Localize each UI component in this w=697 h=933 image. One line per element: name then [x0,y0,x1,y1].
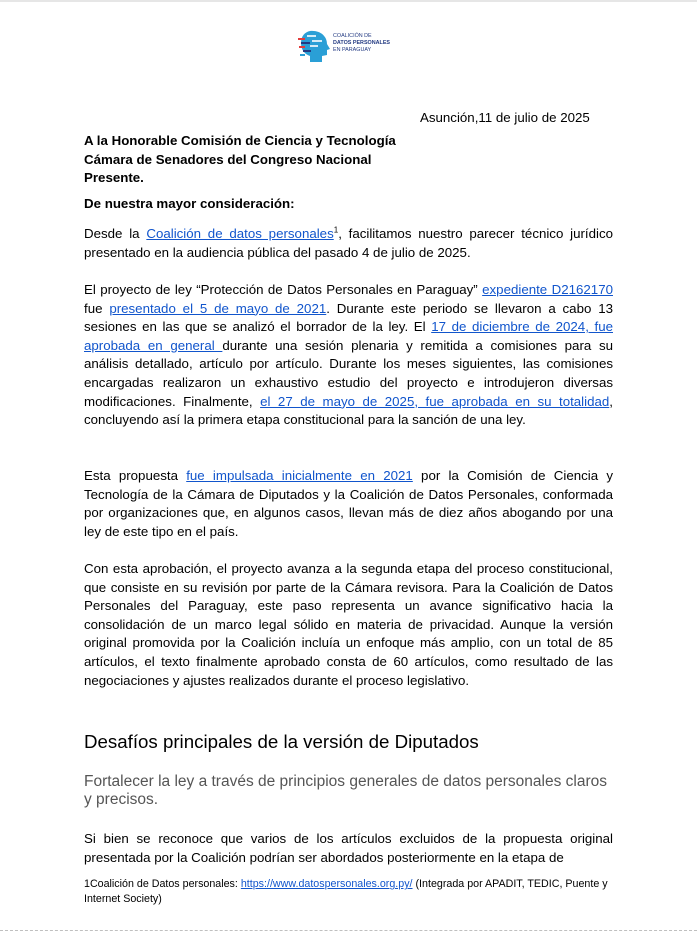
impulsada-link[interactable]: fue impulsada inicialmente en 2021 [186,468,413,483]
paragraph-project: El proyecto de ley “Protección de Datos Personales en Paraguay” expediente D2162170 fue presentado el 5 de mayo de 2021. Durante este periodo se llevaron a cabo 13 sesiones en las que se analizó el borrador de la ley. El 17 de diciembre de 2024, fue aprobada en general durante una sesión plenaria y remitida a comisiones para su análisis detallado, artículo por artículo. Durante los meses siguientes, las comisiones encargadas realizaron un exhaustivo estudio del proyecto e introdujeron diversas modificaciones. Finalmente, el 27 de mayo de 2025, fue aprobada en su totalidad, concluyendo así la primera etapa constitucional para la sanción de una ley. [84,282,613,428]
salutation: De nuestra mayor consideración: [84,196,295,211]
logo-line-2: DATOS PERSONALES [333,40,391,46]
letter-date: Asunción,11 de julio de 2025 [420,110,590,125]
footnote: 1Coalición de Datos personales: https://www.datospersonales.org.py/ (Integrada por APADIT, TEDIC, Puente y Internet Society) [84,878,608,905]
logo-line-3: EN PARAGUAY [333,47,372,53]
coalition-link[interactable]: Coalición de datos personales [146,226,334,241]
logo-text [333,33,390,54]
paragraph-challenges: Si bien se reconoce que varios de los artículos excluidos de la propuesta original presentada por la Coalición podrían ser abordados posteriormente en la etapa de [84,831,613,865]
expediente-link[interactable]: expediente D2162170 [482,282,613,297]
subsection-heading: Fortalecer la ley a través de principios generales de datos personales claros y precisos. [84,773,607,809]
paragraph-approval: Con esta aprobación, el proyecto avanza a la segunda etapa del proceso constitucional, que consiste en su revisión por parte de la Cámara revisora. Para la Coalición de Datos Personales del Paraguay, este paso representa un avance significativo hacia la consolidación de un marco legal sólido en materia de privacidad. Aunque la versión original promovida por la Coalición incluía un enfoque más amplio, con un total de 85 artículos, el texto finalmente aprobado consta de 60 artículos, como resultado de las negociaciones y ajustes realizados durante el proceso legislativo. [84,561,613,688]
recipient-line-1: A la Honorable Comisión de Ciencia y Tecnología [84,133,396,148]
coalition-logo [298,29,408,63]
page-bottom-border [0,930,697,931]
section-heading: Desafíos principales de la versión de Diputados [84,731,479,752]
aprobada-general-link[interactable]: 17 de diciembre de 2024, fue aprobada en general [84,319,613,353]
presentado-link[interactable]: presentado el 5 de mayo de 2021 [109,300,327,316]
aprobada-totalidad-link[interactable]: el 27 de mayo de 2025, fue aprobada en su totalidad [260,393,610,409]
recipient-address [84,132,613,188]
head-profile-icon [298,29,332,63]
footnote-url-link[interactable]: https://www.datospersonales.org.py/ [240,878,413,890]
paragraph-proposal: Esta propuesta fue impulsada inicialmente en 2021 por la Comisión de Ciencia y Tecnología de la Cámara de Diputados y la Coalición de Datos Personales, conformada por organizaciones que, en algunos casos, llevan más de diez años abogando por una ley de este tipo en el país. [84,468,613,539]
footnote-ref: 1 [333,225,339,235]
recipient-line-3: Presente. [84,170,144,186]
paragraph-intro: Desde la Coalición de datos personales$^1$, facilitamos nuestro parecer técnico jurídico presentado en la audiencia pública del pasado 4 de julio de 2025. [84,225,613,260]
recipient-line-2: Cámara de Senadores del Congreso Nacional [84,151,372,167]
logo-line-1: COALICIÓN DE [333,33,372,39]
page-top-border [0,0,697,2]
